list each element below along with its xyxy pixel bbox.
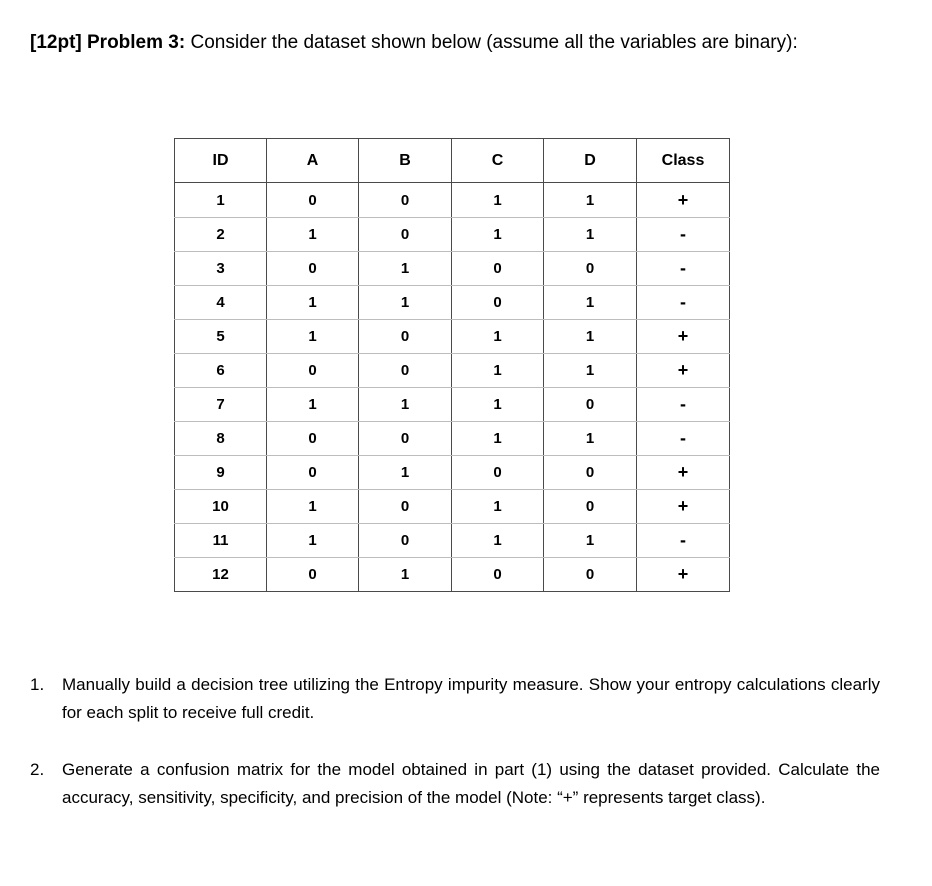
cell-c: 0: [452, 558, 544, 592]
cell-b: 0: [359, 320, 452, 354]
table-row: [175, 558, 730, 592]
cell-class: -: [637, 286, 730, 320]
cell-a: 1: [267, 286, 359, 320]
table-row: [175, 456, 730, 490]
cell-id: 11: [175, 524, 267, 558]
cell-id: 9: [175, 456, 267, 490]
cell-b: 0: [359, 354, 452, 388]
question-text: Generate a confusion matrix for the model obtained in part (1) using the dataset provided. Calculate the accuracy, sensitivity, specificity, and precision of the model (Note: “+” represents target class).: [62, 760, 880, 807]
cell-class: +: [637, 320, 730, 354]
cell-c: 1: [452, 354, 544, 388]
cell-a: 1: [267, 218, 359, 252]
cell-class: +: [637, 558, 730, 592]
cell-c: 0: [452, 286, 544, 320]
cell-class: +: [637, 490, 730, 524]
cell-class: +: [637, 183, 730, 218]
cell-class: -: [637, 524, 730, 558]
cell-b: 0: [359, 490, 452, 524]
cell-b: 1: [359, 456, 452, 490]
cell-class: -: [637, 252, 730, 286]
table-row: [175, 218, 730, 252]
cell-id: 5: [175, 320, 267, 354]
column-header-id: ID: [175, 139, 267, 183]
cell-a: 1: [267, 388, 359, 422]
cell-c: 0: [452, 252, 544, 286]
cell-b: 1: [359, 286, 452, 320]
cell-b: 0: [359, 422, 452, 456]
cell-c: 1: [452, 524, 544, 558]
cell-class: -: [637, 422, 730, 456]
cell-c: 1: [452, 388, 544, 422]
cell-d: 0: [544, 388, 637, 422]
cell-c: 1: [452, 422, 544, 456]
cell-b: 0: [359, 183, 452, 218]
cell-id: 8: [175, 422, 267, 456]
cell-id: 6: [175, 354, 267, 388]
cell-a: 0: [267, 558, 359, 592]
column-header-class: Class: [637, 139, 730, 183]
cell-c: 1: [452, 218, 544, 252]
cell-b: 1: [359, 388, 452, 422]
cell-class: -: [637, 218, 730, 252]
question-number: 2.: [30, 760, 45, 779]
cell-c: 0: [452, 456, 544, 490]
problem-statement: Consider the dataset shown below (assume all the variables are binary):: [185, 32, 798, 53]
column-header-b: B: [359, 139, 452, 183]
cell-c: 1: [452, 183, 544, 218]
table-row: [175, 252, 730, 286]
cell-d: 0: [544, 252, 637, 286]
question-item: [30, 756, 880, 812]
cell-d: 1: [544, 422, 637, 456]
cell-d: 1: [544, 524, 637, 558]
table-row: [175, 286, 730, 320]
column-header-c: C: [452, 139, 544, 183]
cell-d: 1: [544, 354, 637, 388]
cell-d: 0: [544, 490, 637, 524]
table-row: [175, 490, 730, 524]
cell-a: 0: [267, 183, 359, 218]
table-row: [175, 354, 730, 388]
cell-a: 1: [267, 524, 359, 558]
cell-id: 2: [175, 218, 267, 252]
cell-id: 7: [175, 388, 267, 422]
cell-a: 0: [267, 354, 359, 388]
column-header-d: D: [544, 139, 637, 183]
cell-b: 1: [359, 252, 452, 286]
cell-b: 0: [359, 524, 452, 558]
table-row: [175, 422, 730, 456]
cell-id: 1: [175, 183, 267, 218]
cell-a: 0: [267, 456, 359, 490]
cell-id: 3: [175, 252, 267, 286]
cell-d: 1: [544, 218, 637, 252]
problem-heading: [30, 30, 798, 56]
cell-d: 1: [544, 183, 637, 218]
table-header: [175, 139, 730, 183]
cell-id: 12: [175, 558, 267, 592]
table-body: [175, 183, 730, 592]
cell-id: 4: [175, 286, 267, 320]
cell-a: 1: [267, 320, 359, 354]
cell-class: -: [637, 388, 730, 422]
question-number: 1.: [30, 675, 45, 694]
cell-c: 1: [452, 320, 544, 354]
cell-class: +: [637, 354, 730, 388]
cell-class: +: [637, 456, 730, 490]
cell-d: 1: [544, 286, 637, 320]
cell-d: 0: [544, 558, 637, 592]
cell-b: 1: [359, 558, 452, 592]
dataset-table: [174, 138, 730, 592]
header-row: [175, 139, 730, 183]
question-item: [30, 671, 880, 727]
cell-c: 1: [452, 490, 544, 524]
column-header-a: A: [267, 139, 359, 183]
question-list: [30, 671, 880, 812]
cell-d: 1: [544, 320, 637, 354]
problem-label: [12pt] Problem 3:: [30, 32, 186, 53]
cell-id: 10: [175, 490, 267, 524]
cell-a: 1: [267, 490, 359, 524]
cell-b: 0: [359, 218, 452, 252]
table-row: [175, 183, 730, 218]
table-row: [175, 388, 730, 422]
table-row: [175, 320, 730, 354]
cell-a: 0: [267, 252, 359, 286]
question-text: Manually build a decision tree utilizing the Entropy impurity measure. Show your entropy calculations clearly for each split to receive full credit.: [62, 675, 880, 722]
table-row: [175, 524, 730, 558]
cell-a: 0: [267, 422, 359, 456]
cell-d: 0: [544, 456, 637, 490]
